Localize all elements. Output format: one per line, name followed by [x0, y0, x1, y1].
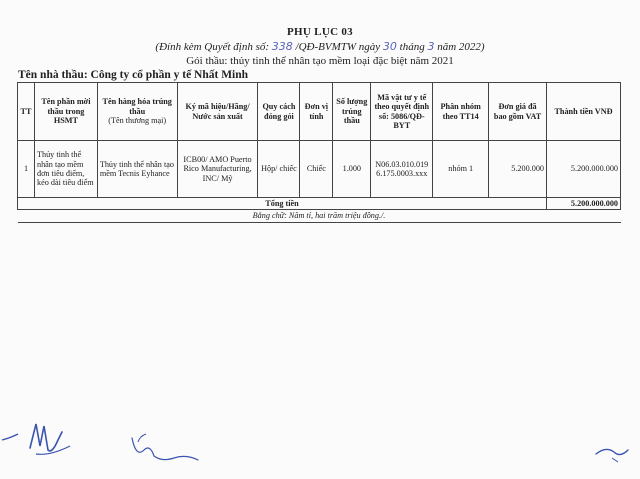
cell-qty: 1.000: [333, 141, 371, 198]
decision-number: 338: [271, 40, 293, 53]
cell-group: nhóm 1: [433, 141, 489, 198]
col-qty: Số lượng trúng thầu: [333, 83, 371, 141]
col-brand-title: Tên hàng hóa trúng thầu: [102, 97, 172, 116]
decision-prefix: (Đính kèm Quyết định số:: [155, 41, 272, 53]
document-header: [0, 26, 640, 67]
cell-tt: 1: [18, 141, 35, 198]
cell-code: ICB00/ AMO Puerto Rico Manufacturing, INC/ Mỹ: [177, 141, 258, 198]
signature-left: [0, 410, 80, 470]
decision-month: 3: [427, 40, 435, 53]
col-tender-item: Tên phần mời thầu trong HSMT: [34, 83, 97, 141]
cell-unit: Chiếc: [300, 141, 333, 198]
cell-tender-item: Thủy tinh thể nhân tạo mềm đơn tiêu điểm, kéo dài tiêu điểm: [34, 141, 97, 198]
award-table: [17, 82, 621, 223]
table-row: [18, 141, 621, 198]
in-words-row: [18, 210, 621, 222]
col-unit: Đơn vị tính: [300, 83, 333, 141]
signature-middle: [128, 428, 208, 468]
col-brand-sub: (Tên thương mại): [108, 116, 167, 126]
cell-brand: Thủy tinh thể nhân tạo mềm Tecnis Eyhance: [97, 141, 177, 198]
col-tt: TT: [18, 83, 35, 141]
package-name: Gói thầu: thủy tinh thể nhân tạo mềm loại đặc biệt năm 2021: [186, 55, 454, 67]
total-in-words: Bằng chữ: Năm tỉ, hai trăm triệu đồng./.: [18, 210, 621, 222]
cell-pack: Hộp/ chiếc: [258, 141, 300, 198]
signature-right: [592, 438, 632, 468]
col-pack: Quy cách đóng gói: [258, 83, 300, 141]
cell-matcode: N06.03.010.019 6.175.0003.xxx: [371, 141, 433, 198]
col-brand: [97, 83, 177, 141]
table-header-row: [18, 83, 621, 141]
col-total: Thành tiền VNĐ: [547, 83, 621, 141]
decision-day: 30: [382, 40, 397, 53]
decision-reference: [0, 40, 640, 53]
total-label: Tổng tiền: [18, 198, 547, 210]
contractor-name: Tên nhà thầu: Công ty cổ phần y tế Nhất Minh: [18, 69, 249, 81]
total-row: [18, 198, 621, 210]
col-group: Phân nhóm theo TT14: [433, 83, 489, 141]
decision-month-label: tháng: [396, 41, 428, 53]
decision-mid: /QĐ-BVMTW ngày: [292, 41, 383, 53]
cell-total: 5.200.000.000: [547, 141, 621, 198]
col-price: Đơn giá đã bao gồm VAT: [489, 83, 547, 141]
total-value: 5.200.000.000: [547, 198, 621, 210]
col-matcode: Mã vật tư y tế theo quyết định số: 5086/QĐ-BYT: [371, 83, 433, 141]
cell-price: 5.200.000: [489, 141, 547, 198]
decision-year: năm 2022): [434, 41, 485, 53]
col-code: Ký mã hiệu/Hãng/ Nước sản xuất: [177, 83, 258, 141]
appendix-title: PHỤ LỤC 03: [287, 26, 353, 38]
